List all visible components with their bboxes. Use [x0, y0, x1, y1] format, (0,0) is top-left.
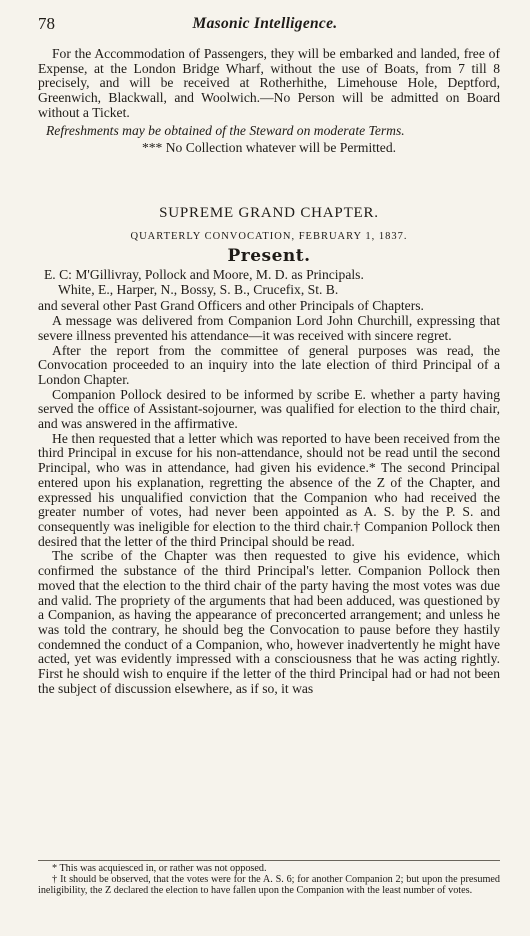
running-title: Masonic Intelligence. [192, 15, 338, 32]
paragraph-letter-request: He then requested that a letter which was reported to have been received from the third Principal in excuse for his non-attendance, should not be read until the second Principal, who was in attendance, had given his evidence.* The second Principal entered upon his explanation, regretting the absence of the Z of the Chapter, and expressed his unqualified conviction that the Companion who had received the greater number of votes, had never been appointed as A. S. by the P. S. and consequently was ineligible for election to the third chair.† Companion Pollock then desired that the letter of the third Principal should be read. [38, 430, 500, 549]
refreshments-note: Refreshments may be obtained of the Steward on moderate Terms. [46, 122, 405, 138]
paragraph-report: After the report from the committee of general purposes was read, the Convocation proceeded to an inquiry into the late election of third Principal of a London Chapter. [38, 342, 500, 387]
paragraph-message: A message was delivered from Companion Lord John Churchill, expressing that severe illness prevented his attendance—it was received with sincere regret. [38, 313, 500, 343]
section-subtitle: QUARTERLY CONVOCATION, FEBRUARY 1, 1837. [130, 230, 408, 242]
page-header [0, 14, 530, 38]
present-heading: Present. [227, 246, 311, 267]
page-body [38, 47, 500, 696]
paragraph-pollock-inquiry: Companion Pollock desired to be informed by scribe E. whether a party having served the office of Assistant-sojourner, was qualified for election to the third chair, and was answered in the affirmative. [38, 386, 500, 432]
paragraph-attendance: and several other Past Grand Officers and other Principals of Chapters. [38, 298, 424, 314]
members-line: White, E., Harper, N., Bossy, S. B., Crucefix, St. B. [58, 281, 339, 297]
footnote-1: * This was acquiesced in, or rather was not opposed. [52, 863, 267, 874]
principals-line: E. C: M'Gillivray, Pollock and Moore, M. D. as Principals. [44, 267, 364, 283]
page-number: 78 [38, 14, 55, 33]
collection-note: *** No Collection whatever will be Permitted. [141, 140, 397, 156]
footnote-2: † It should be observed, that the votes were for the A. S. 6; for another Companion 2; but upon the presumed ineligibility, the Z declared the election to have fallen upon the Companion with the least number of votes. [38, 874, 500, 896]
paragraph-scribe-evidence: The scribe of the Chapter was then requested to give his evidence, which confirmed the substance of the third Principal's letter. Companion Pollock then moved that the election to the third chair of the party having the most votes was due and valid. The propriety of the arguments that had been adduced, was questioned by a Companion, as having the appearance of preconcerted arrangement; and unless he was told the contrary, he should beg the Convocation to pause before they hastily condemned the conduct of a Companion, who, however inadvertently he might have acted, yet was evidently impressed with a consciousness that he was acting rightly. First he should wish to enquire if the letter of the third Principal had or had not been the subject of discussion elsewhere, as if so, it was [38, 548, 500, 696]
footnote-divider [38, 860, 500, 861]
passenger-notice: For the Accommodation of Passengers, they will be embarked and landed, free of Expense, at the London Bridge Wharf, without the use of Boats, from 7 till 8 precisely, and will be received at Rotherhithe, Limehouse Hole, Deptford, Greenwich, Blackwall, and Woolwich.—No Person will be admitted on Board without a Ticket. [38, 46, 500, 120]
section-title: SUPREME GRAND CHAPTER. [159, 204, 379, 221]
footnotes [38, 863, 500, 896]
